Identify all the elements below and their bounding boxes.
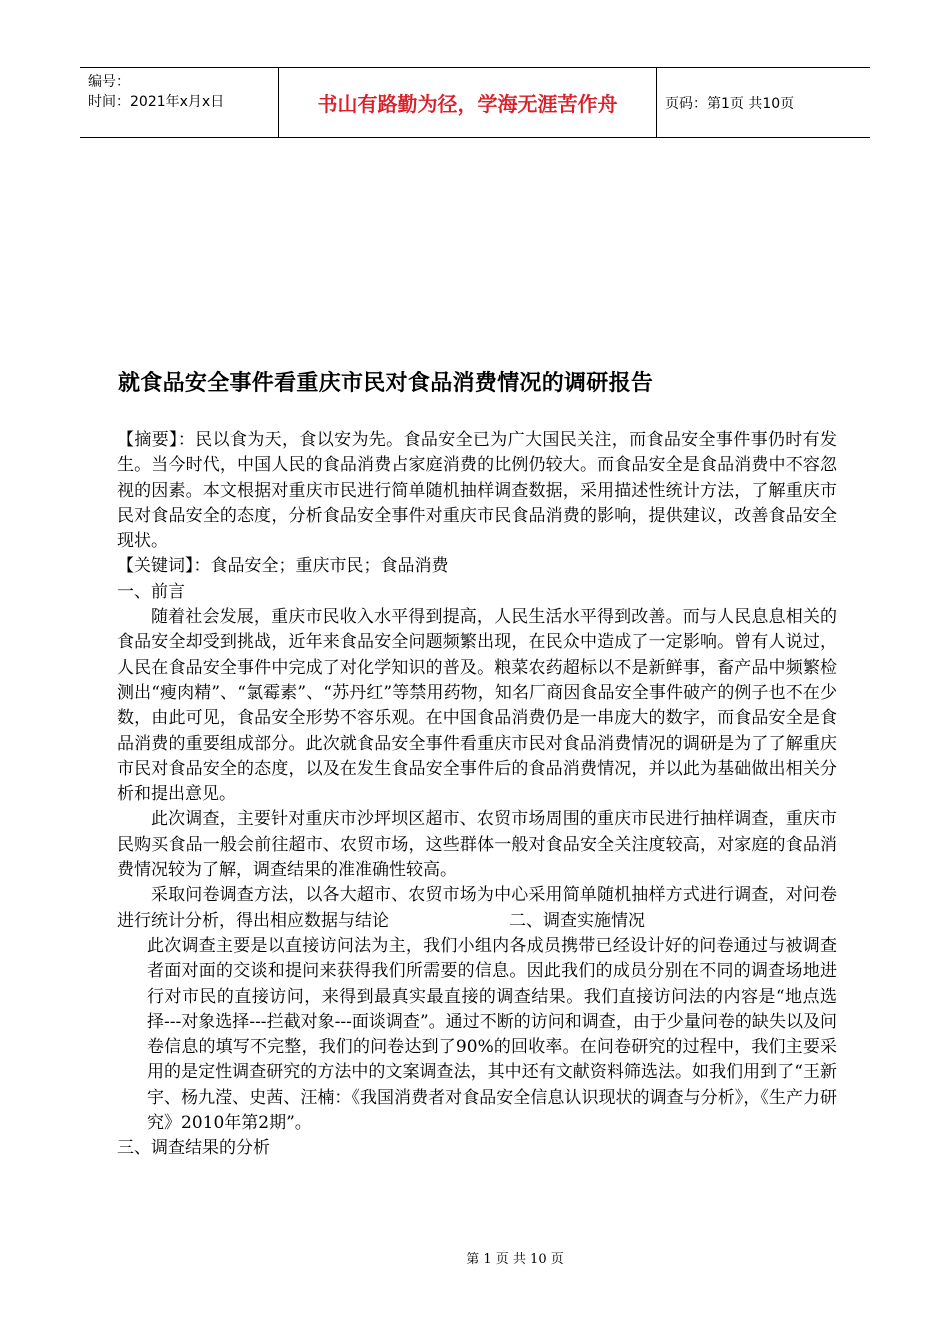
section1-paragraph-1: 随着社会发展，重庆市民收入水平得到提高，人民生活水平得到改善。而与人民息息相关的食品安全却受到挑战，近年来食品安全问题频繁出现，在民众中造成了一定影响。曾有人说过，人民在食品安全事件中完成了对化学知识的普及。粮菜农药超标以不是新鲜事，畜产品中频繁检测出“瘦肉精”、“氯霉素”、“苏丹红”等禁用药物，知名厂商因食品安全事件破产的例子也不在少数，由此可见，食品安全形势不容乐观。在中国食品消费仍是一串庞大的数字，而食品安全是食品消费的重要组成部分。此次就食品安全事件看重庆市民对食品消费情况的调研是为了了解重庆市民对食品安全的态度，以及在发生食品安全事件后的食品消费情况，并以此为基础做出相关分析和提出意见。: [117, 607, 837, 805]
header-table: [80, 67, 870, 138]
section1-paragraph-2: 此次调查，主要针对重庆市沙坪坝区超市、农贸市场周围的重庆市民进行抽样调查，重庆市民购买食品一般会前往超市、农贸市场，这些群体一般对食品安全关注度较高，对家庭的食品消费情况较为了解，调查结果的准准确性较高。: [117, 809, 837, 881]
document-title: 就食品安全事件看重庆市民对食品消费情况的调研报告: [118, 371, 654, 396]
time-label: 时间：2021年x月x日: [88, 94, 225, 110]
page-footer-text: 第 1 页 共 10 页: [466, 1252, 564, 1267]
header-page-label: 页码：第1页 共10页: [665, 95, 795, 112]
document-body: [117, 428, 837, 1162]
header-meta: [80, 68, 279, 137]
header-motto: 书山有路勤为径，学海无涯苦作舟: [279, 68, 657, 137]
number-label: 编号：: [88, 74, 130, 90]
section1-paragraph-3: [117, 883, 837, 934]
keywords-line: 【关键词】：食品安全；重庆市民；食品消费: [117, 556, 449, 577]
section1-heading: 一、前言: [117, 581, 185, 602]
section1-paragraph-3-text: 采取问卷调查方法，以各大超市、农贸市场为中心采用简单随机抽样方式进行调查，对问卷进行统计分析，得出相应数据与结论: [117, 885, 837, 931]
section2-paragraph-1: 此次调查主要是以直接访问法为主，我们小组内各成员携带已经设计好的问卷通过与被调查者面对面的交谈和提问来获得我们所需要的信息。因此我们的成员分别在不同的调查场地进行对市民的直接访问，来得到最真实最直接的调查结果。我们直接访问法的内容是“地点选择---对象选择---拦截对象---面谈调查”。通过不断的访问和调查，由于少量问卷的缺失以及问卷信息的填写不完整，我们的问卷达到了90%的回收率。在问卷研究的过程中，我们主要采用的是定性调查研究的方法中的文案调查法，其中还有文献资料筛选法。如我们用到了“王新宇、杨九滢、史茜、汪楠：《我国消费者对食品安全信息认识现状的调查与分析》，《生产力研究》2010年第2期”。: [147, 935, 837, 1134]
page-footer: [0, 1248, 950, 1267]
section2-heading: 二、调查实施情况: [509, 910, 645, 931]
section3-heading: 三、调查结果的分析: [117, 1138, 270, 1159]
abstract-paragraph: 【摘要】：民以食为天，食以安为先。食品安全已为广大国民关注，而食品安全事件事仍时有发生。当今时代，中国人民的食品消费占家庭消费的比例仍较大。而食品安全是食品消费中不容忽视的因素。本文根据对重庆市民进行简单随机抽样调查数据，采用描述性统计方法，了解重庆市民对食品安全的态度，分析食品安全事件对重庆市民食品消费的影响，提供建议，改善食品安全现状。: [117, 430, 837, 552]
